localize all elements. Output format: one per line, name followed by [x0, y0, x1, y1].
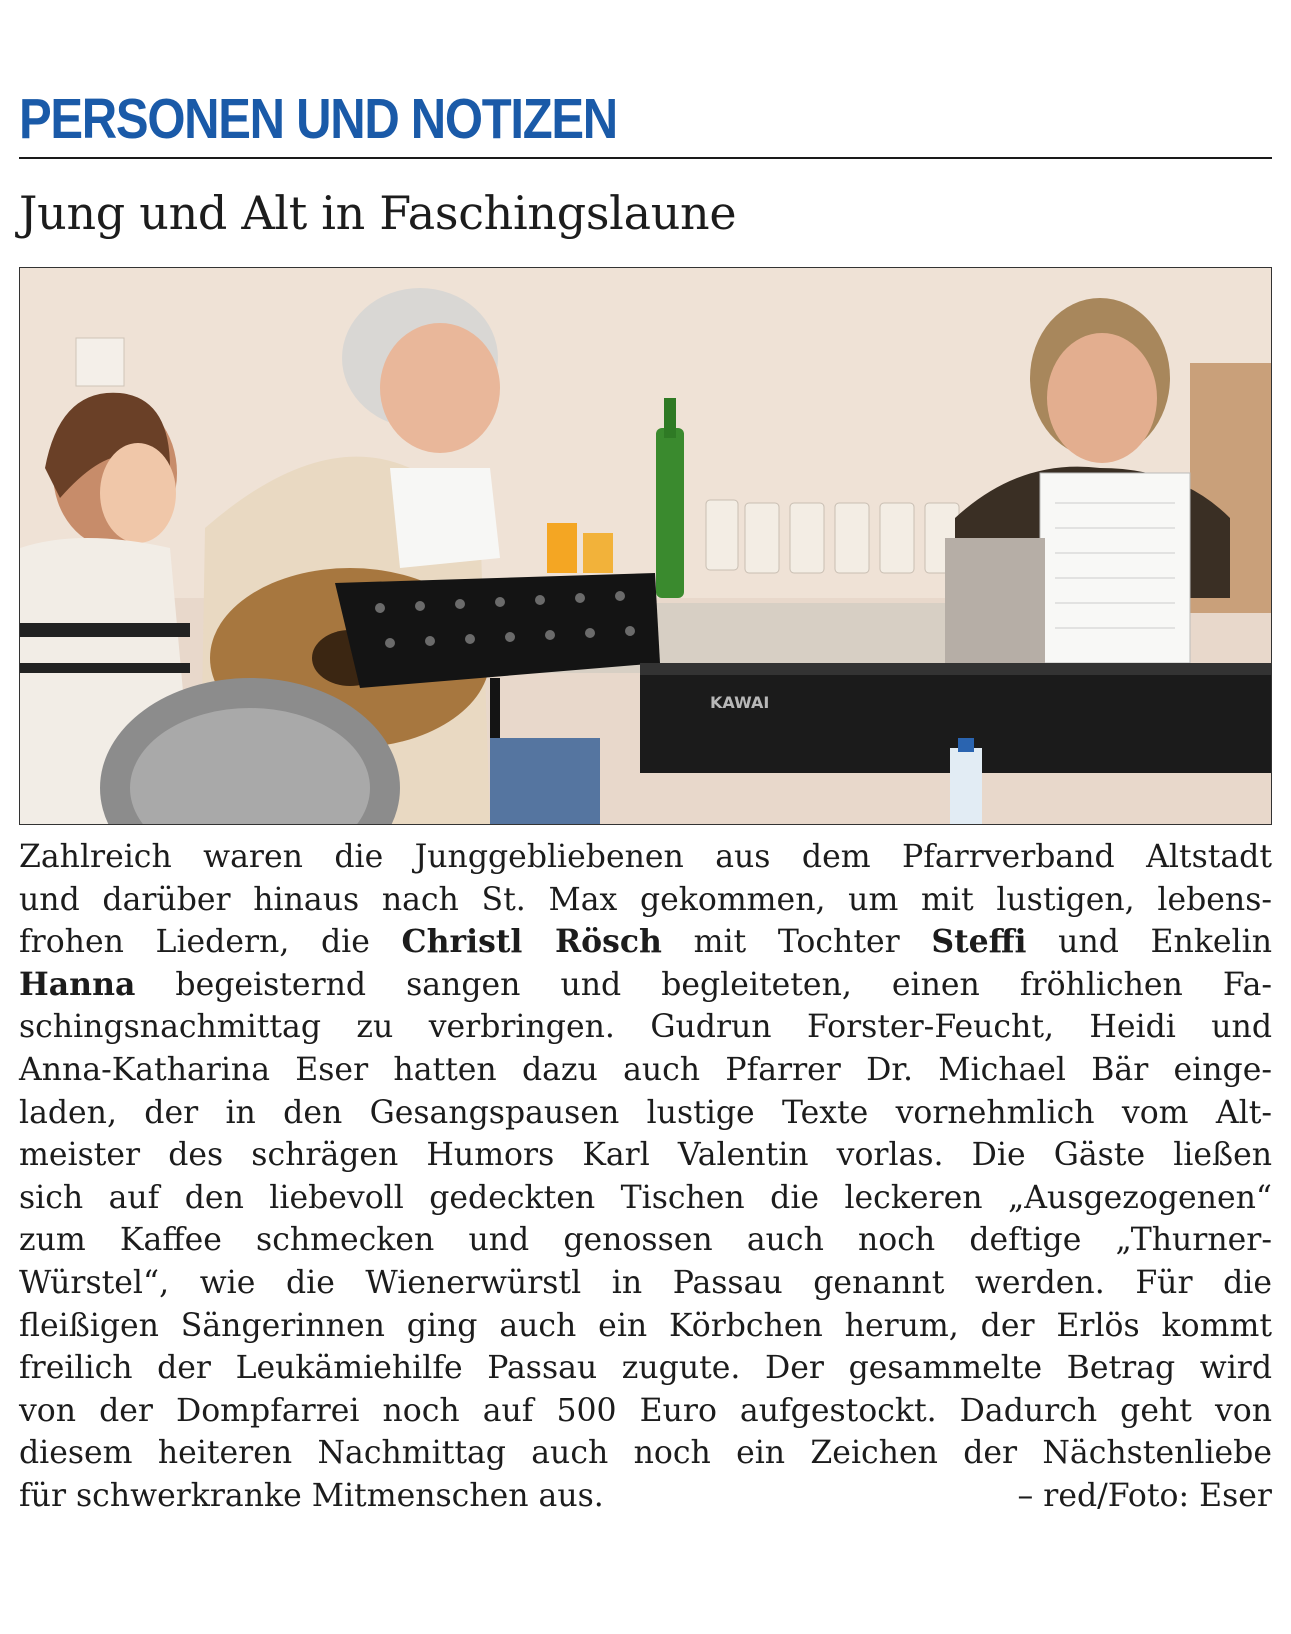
body-line: von der Dompfarrei noch auf 500 Euro aufgestockt. Dadurch geht von [19, 1392, 1272, 1429]
body-line: Anna-Katharina Eser hatten dazu auch Pfarrer Dr. Michael Bär einge- [19, 1051, 1272, 1088]
body-line [19, 1475, 1272, 1518]
person-name: Steffi [931, 923, 1027, 961]
person-name: Hanna [19, 965, 136, 1003]
body-text-span: für schwerkranke Mitmenschen aus. [19, 1477, 604, 1514]
body-line [19, 921, 1272, 964]
person-name: Christl Rösch [401, 923, 662, 961]
body-text-span: begeisternd sangen und begleiteten, einen fröhlichen Fa- [135, 966, 1272, 1003]
body-line: freilich der Leukämiehilfe Passau zugute. Der gesammelte Betrag wird [19, 1350, 1272, 1387]
article-body [19, 836, 1272, 1518]
body-text-span: und Enkelin [1026, 924, 1272, 961]
body-line: sich auf den liebevoll gedeckten Tischen die leckeren „Ausgezogenen“ [19, 1179, 1272, 1216]
article-photo [19, 267, 1272, 825]
piano-brand: KAWAI [710, 693, 770, 712]
body-text-span: mit Tochter [661, 924, 932, 961]
body-line: und darüber hinaus nach St. Max gekommen, um mit lustigen, lebens- [19, 881, 1272, 918]
article-headline: Jung und Alt in Faschingslaune [19, 186, 737, 240]
body-line: Zahlreich waren die Junggebliebenen aus dem Pfarrverband Altstadt [19, 839, 1272, 875]
body-line: schingsnachmittag zu verbringen. Gudrun Forster-Feucht, Heidi und [19, 1009, 1272, 1046]
body-line: meister des schrägen Humors Karl Valentin vorlas. Die Gäste ließen [19, 1137, 1272, 1174]
section-title: PERSONEN UND NOTIZEN [19, 87, 617, 151]
body-line: fleißigen Sängerinnen ging auch ein Körbchen herum, der Erlös kommt [19, 1307, 1272, 1344]
body-text-span: frohen Liedern, die [19, 924, 402, 961]
body-line [19, 964, 1272, 1007]
body-line: diesem heiteren Nachmittag auch noch ein Zeichen der Nächstenliebe [19, 1435, 1272, 1472]
body-line: laden, der in den Gesangspausen lustige Texte vornehmlich vom Alt- [19, 1094, 1272, 1131]
photo-credit: – red/Foto: Eser [1017, 1477, 1272, 1514]
section-rule [19, 157, 1272, 159]
body-line: Würstel“, wie die Wienerwürstl in Passau genannt werden. Für die [19, 1264, 1272, 1301]
body-line: zum Kaffee schmecken und genossen auch noch deftige „Thurner- [19, 1222, 1272, 1259]
